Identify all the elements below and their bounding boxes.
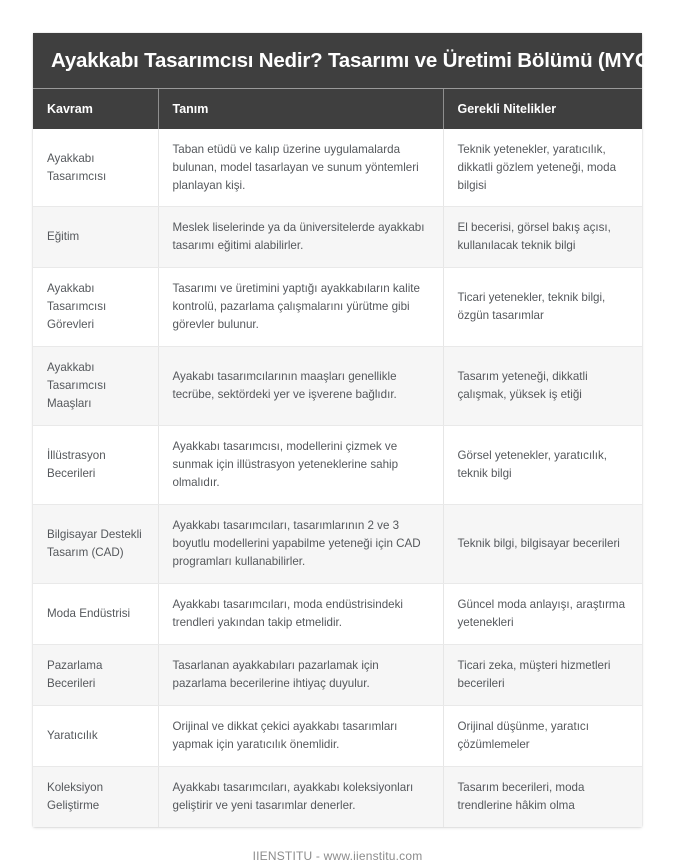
table-title-bar	[33, 33, 658, 89]
table-body	[33, 129, 642, 827]
column-header-tanim: Tanım	[158, 89, 443, 129]
cell-kavram: Eğitim	[33, 207, 158, 268]
cell-nitelikler: Orijinal düşünme, yaratıcı çözümlemeler	[443, 705, 642, 766]
cell-tanim: Orijinal ve dikkat çekici ayakkabı tasarımları yapmak için yaratıcılık önemlidir.	[158, 705, 443, 766]
cell-tanim: Ayakkabı tasarımcısı, modellerini çizmek ve sunmak için illüstrasyon yeteneklerine sahip olmalıdır.	[158, 426, 443, 505]
cell-kavram: Yaratıcılık	[33, 705, 158, 766]
cell-kavram: Bilgisayar Destekli Tasarım (CAD)	[33, 505, 158, 584]
cell-nitelikler: Tasarım yeteneği, dikkatli çalışmak, yüksek iş etiği	[443, 347, 642, 426]
cell-kavram: Pazarlama Becerileri	[33, 644, 158, 705]
cell-tanim: Tasarlanan ayakkabıları pazarlamak için pazarlama becerilerine ihtiyaç duyulur.	[158, 644, 443, 705]
cell-nitelikler: El becerisi, görsel bakış açısı, kullanılacak teknik bilgi	[443, 207, 642, 268]
table-header-row	[33, 89, 642, 129]
cell-tanim: Ayakkabı tasarımcıları, moda endüstrisindeki trendleri yakından takip etmelidir.	[158, 584, 443, 645]
cell-kavram: Ayakkabı Tasarımcısı Maaşları	[33, 347, 158, 426]
cell-tanim: Taban etüdü ve kalıp üzerine uygulamalarda bulunan, model tasarlayan ve sunum yöntemleri planlayan kişi.	[158, 129, 443, 207]
cell-nitelikler: Ticari yetenekler, teknik bilgi, özgün tasarımlar	[443, 268, 642, 347]
cell-kavram: Ayakkabı Tasarımcısı Görevleri	[33, 268, 158, 347]
footer-attribution: IIENSTITU - www.iienstitu.com	[252, 848, 423, 863]
page-title: Ayakkabı Tasarımcısı Nedir? Tasarımı ve Üretimi Bölümü (MYO)	[51, 49, 658, 72]
table-row	[33, 584, 642, 645]
cell-nitelikler: Teknik yetenekler, yaratıcılık, dikkatli gözlem yeteneği, moda bilgisi	[443, 129, 642, 207]
cell-kavram: Koleksiyon Geliştirme	[33, 766, 158, 826]
table-row	[33, 268, 642, 347]
cell-tanim: Tasarımı ve üretimini yaptığı ayakkabıların kalite kontrolü, pazarlama çalışmalarını yürütme gibi görevler bulunur.	[158, 268, 443, 347]
concepts-table	[33, 89, 642, 827]
table-row	[33, 426, 642, 505]
cell-tanim: Meslek liselerinde ya da üniversitelerde ayakkabı tasarımı eğitimi alabilirler.	[158, 207, 443, 268]
cell-kavram: Ayakkabı Tasarımcısı	[33, 129, 158, 207]
cell-kavram: Moda Endüstrisi	[33, 584, 158, 645]
cell-nitelikler: Güncel moda anlayışı, araştırma yetenekleri	[443, 584, 642, 645]
cell-nitelikler: Ticari zeka, müşteri hizmetleri becerileri	[443, 644, 642, 705]
table-row	[33, 705, 642, 766]
cell-nitelikler: Görsel yetenekler, yaratıcılık, teknik bilgi	[443, 426, 642, 505]
table-row	[33, 766, 642, 826]
cell-tanim: Ayakabı tasarımcılarının maaşları genellikle tecrübe, sektördeki yer ve işverene bağlıdır.	[158, 347, 443, 426]
cell-tanim: Ayakkabı tasarımcıları, ayakkabı koleksiyonları geliştirir ve yeni tasarımlar denerler.	[158, 766, 443, 826]
column-header-nitelikler: Gerekli Nitelikler	[443, 89, 642, 129]
cell-nitelikler: Teknik bilgi, bilgisayar becerileri	[443, 505, 642, 584]
column-header-kavram: Kavram	[33, 89, 158, 129]
info-table-card	[33, 33, 658, 827]
cell-nitelikler: Tasarım becerileri, moda trendlerine hâkim olma	[443, 766, 642, 826]
cell-tanim: Ayakkabı tasarımcıları, tasarımlarının 2 ve 3 boyutlu modellerini yapabilme yeteneği için CAD programları kullanabilirler.	[158, 505, 443, 584]
table-head	[33, 89, 642, 129]
table-row	[33, 129, 642, 207]
table-row	[33, 644, 642, 705]
table-row	[33, 207, 642, 268]
table-row	[33, 347, 642, 426]
table-row	[33, 505, 642, 584]
cell-kavram: İllüstrasyon Becerileri	[33, 426, 158, 505]
